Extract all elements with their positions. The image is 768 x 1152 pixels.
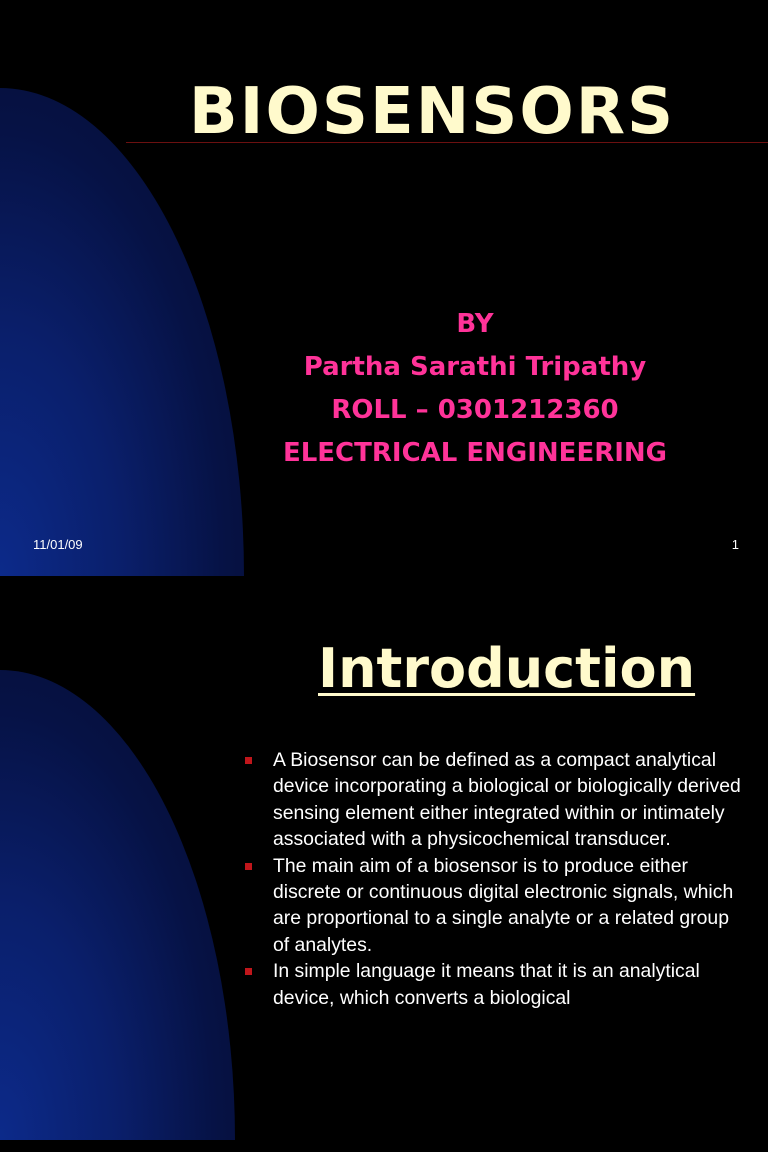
bullet-text: In simple language it means that it is an analytical device, which converts a biological bbox=[273, 960, 700, 1009]
slide-title-heading: BIOSENSORS bbox=[188, 75, 676, 149]
author-name: Partha Sarathi Tripathy bbox=[303, 352, 647, 382]
bullet-icon bbox=[245, 863, 252, 870]
list-item bbox=[244, 853, 744, 959]
author-block bbox=[200, 303, 750, 475]
list-item bbox=[244, 747, 744, 853]
byline-by: BY bbox=[456, 309, 494, 339]
bullet-text: The main aim of a biosensor is to produce either discrete or continuous digital electronic signals, which are proportional to a single analyte or a related group of analytes. bbox=[273, 854, 734, 956]
bullet-list bbox=[244, 747, 744, 1011]
roll-number: ROLL – 0301212360 bbox=[331, 395, 619, 425]
slide-introduction bbox=[0, 576, 768, 1152]
department: ELECTRICAL ENGINEERING bbox=[282, 438, 668, 468]
slide-number: 1 bbox=[731, 537, 739, 552]
slide-heading: Introduction bbox=[318, 637, 696, 700]
bullet-icon bbox=[245, 757, 252, 764]
slide-date: 11/01/09 bbox=[33, 537, 83, 552]
list-item bbox=[244, 958, 744, 1011]
bullet-text: A Biosensor can be defined as a compact analytical device incorporating a biological or biologically derived sensing element either integrated within or intimately associated with a physicochemical transducer. bbox=[273, 749, 741, 851]
bullet-icon bbox=[245, 968, 252, 975]
decorative-arc bbox=[0, 670, 235, 1140]
